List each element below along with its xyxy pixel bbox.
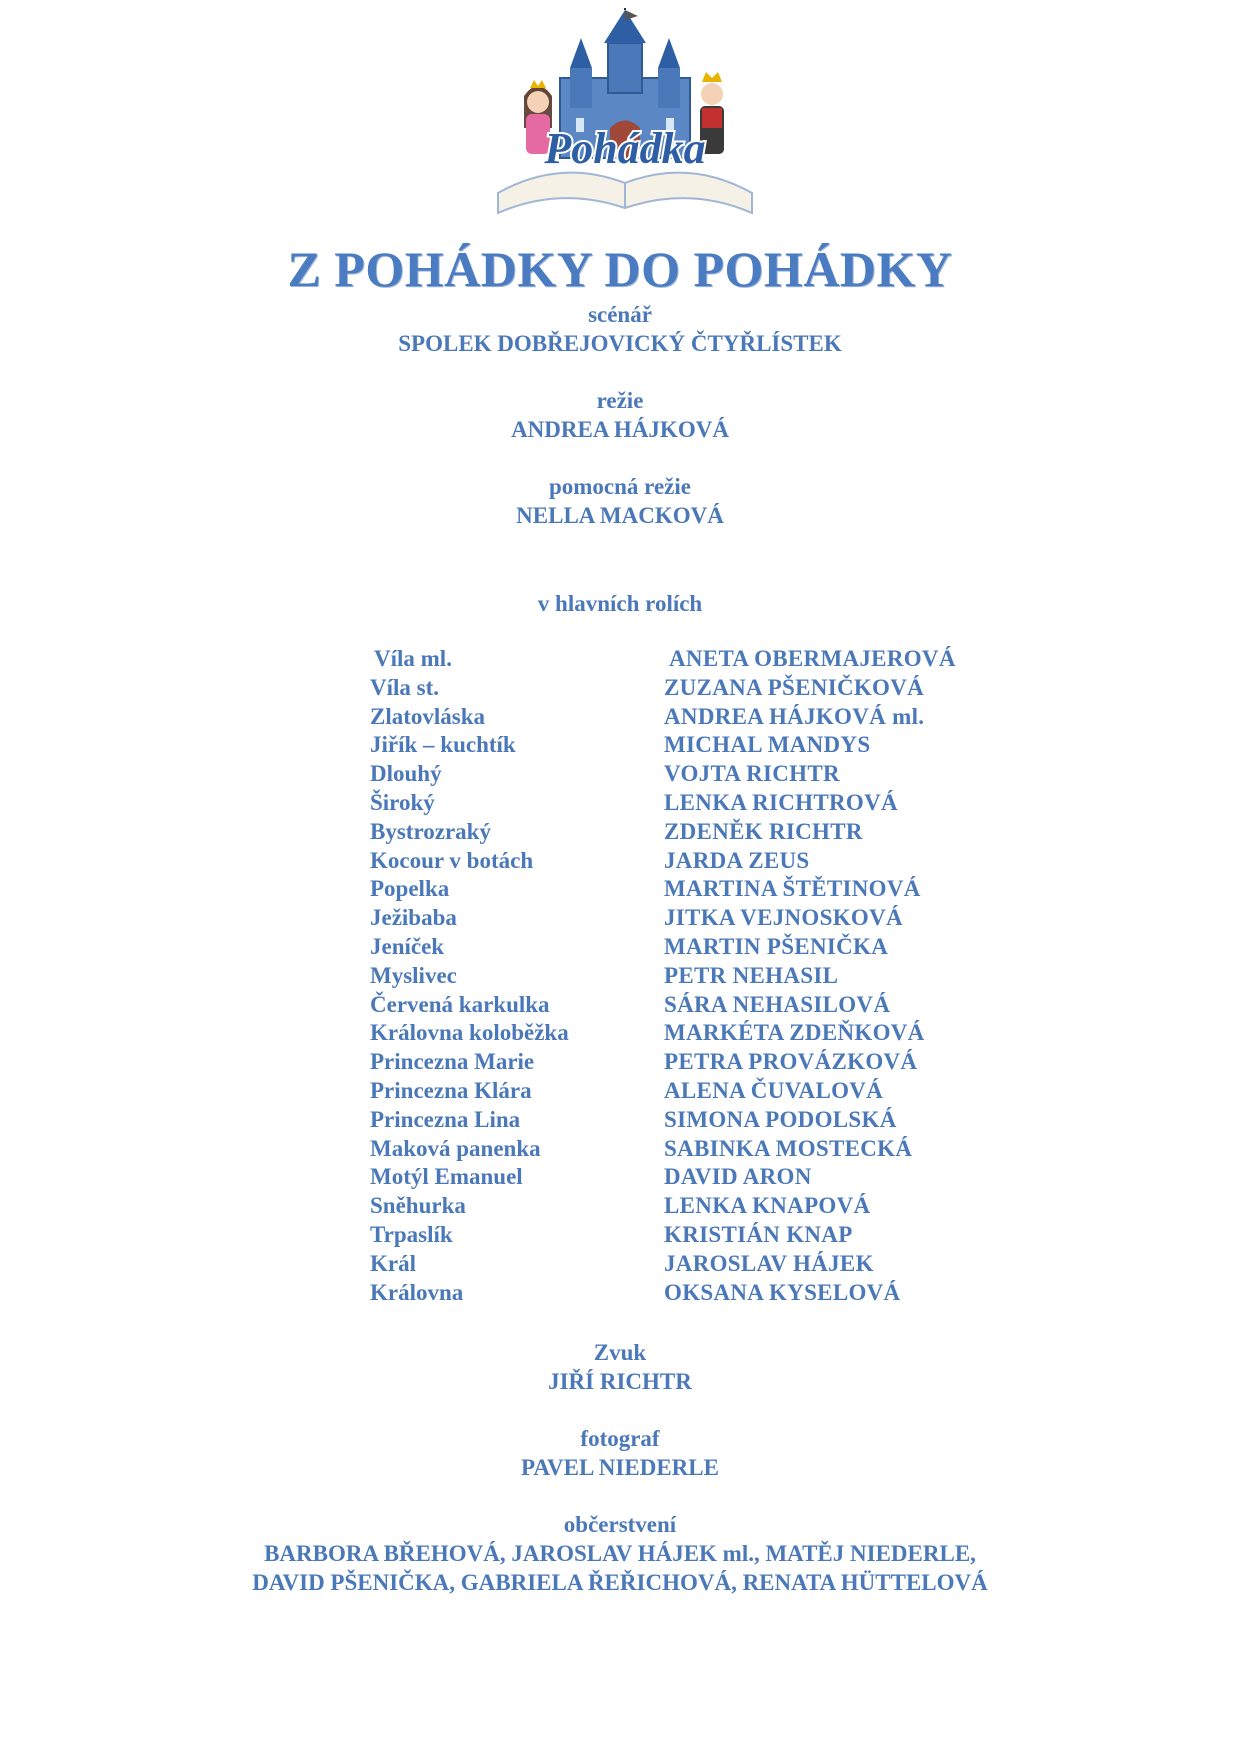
cast-role: Červená karkulka — [370, 991, 550, 1017]
cast-role: Ježibaba — [370, 905, 457, 931]
cast-role: Motýl Emanuel — [370, 1164, 523, 1190]
cast-actor: DAVID ARON — [664, 1164, 812, 1190]
cast-row — [0, 731, 1240, 760]
credit-name: NELLA MACKOVÁ — [516, 503, 724, 528]
credit-names-line: BARBORA BŘEHOVÁ, JAROSLAV HÁJEK ml., MATĚJ NIEDERLE, — [264, 1541, 976, 1566]
cast-row — [0, 1192, 1240, 1221]
cast-role: Královna — [370, 1279, 464, 1305]
credit-photographer — [0, 1424, 1240, 1482]
cast-role: Široký — [370, 789, 435, 815]
cast-row — [0, 1077, 1240, 1106]
cast-role: Maková panenka — [370, 1135, 541, 1161]
cast-row — [0, 645, 1240, 674]
cast-actor: PETR NEHASIL — [664, 962, 839, 988]
cast-list — [0, 645, 1240, 1307]
cast-role: Myslivec — [370, 962, 457, 988]
cast-row — [0, 1106, 1240, 1135]
cast-role: Královna koloběžka — [370, 1020, 569, 1046]
cast-row — [0, 818, 1240, 847]
cast-actor: MARTINA ŠTĚTINOVÁ — [664, 876, 921, 902]
cast-role: Jeníček — [370, 933, 445, 959]
cast-row — [0, 1019, 1240, 1048]
cast-row — [0, 933, 1240, 962]
cast-role: Víla ml. — [374, 646, 452, 671]
cast-role: Král — [370, 1250, 416, 1276]
cast-row — [0, 674, 1240, 703]
cast-actor: JAROSLAV HÁJEK — [664, 1250, 874, 1276]
cast-role: Dlouhý — [370, 761, 442, 787]
cast-role: Jiřík – kuchtík — [370, 732, 516, 758]
credit-role: Zvuk — [593, 1340, 647, 1365]
credit-name: PAVEL NIEDERLE — [521, 1455, 719, 1480]
credit-name: JIŘÍ RICHTR — [548, 1369, 692, 1394]
cast-actor: ANDREA HÁJKOVÁ ml. — [664, 703, 925, 729]
cast-row — [0, 904, 1240, 933]
cast-role: Zlatovláska — [370, 703, 486, 729]
main-roles-heading: v hlavních rolích — [537, 591, 703, 616]
credit-name: SPOLEK DOBŘEJOVICKÝ ČTYŘLÍSTEK — [398, 331, 842, 356]
cast-actor: PETRA PROVÁZKOVÁ — [664, 1049, 918, 1075]
cast-role: Princezna Marie — [370, 1049, 535, 1075]
cast-actor: MARTIN PŠENIČKA — [664, 933, 889, 959]
cast-row — [0, 760, 1240, 789]
credit-role: fotograf — [580, 1426, 660, 1451]
cast-actor: JITKA VEJNOSKOVÁ — [664, 905, 903, 931]
cast-actor: ZDENĚK RICHTR — [664, 818, 863, 844]
credit-role: scénář — [588, 302, 652, 327]
cast-actor: ALENA ČUVALOVÁ — [664, 1077, 884, 1103]
cast-row — [0, 991, 1240, 1020]
cast-row — [0, 1163, 1240, 1192]
cast-role: Bystrozraký — [370, 818, 491, 844]
cast-actor: LENKA RICHTROVÁ — [664, 789, 898, 815]
logo-text: Pohádka — [544, 124, 706, 173]
credit-refreshments — [0, 1510, 1240, 1597]
cast-row — [0, 1221, 1240, 1250]
credit-names-line: DAVID PŠENIČKA, GABRIELA ŘEŘICHOVÁ, RENATA HÜTTELOVÁ — [252, 1570, 988, 1595]
cast-role: Popelka — [370, 876, 450, 902]
credit-direction — [0, 386, 1240, 444]
cast-row — [0, 1135, 1240, 1164]
cast-row — [0, 703, 1240, 732]
cast-actor: JARDA ZEUS — [664, 847, 810, 873]
cast-role: Kocour v botách — [370, 847, 534, 873]
page-title: Z POHÁDKY DO POHÁDKY — [287, 241, 953, 297]
cast-actor: KRISTIÁN KNAP — [664, 1221, 853, 1247]
cast-actor: SIMONA PODOLSKÁ — [664, 1106, 897, 1132]
cast-row — [0, 1279, 1240, 1308]
cast-actor: VOJTA RICHTR — [664, 761, 840, 787]
cast-actor: MARKÉTA ZDEŇKOVÁ — [664, 1020, 925, 1046]
cast-actor: ANETA OBERMAJEROVÁ — [669, 646, 956, 671]
credit-role: pomocná režie — [548, 474, 691, 499]
credit-sound — [0, 1338, 1240, 1396]
cast-actor: SÁRA NEHASILOVÁ — [664, 991, 891, 1017]
cast-actor: SABINKA MOSTECKÁ — [664, 1135, 913, 1161]
cast-role: Trpaslík — [370, 1221, 453, 1247]
credit-role: režie — [596, 388, 644, 413]
cast-actor: MICHAL MANDYS — [664, 732, 871, 758]
cast-row — [0, 962, 1240, 991]
cast-row — [0, 875, 1240, 904]
cast-actor: OKSANA KYSELOVÁ — [664, 1279, 901, 1305]
cast-role: Princezna Lina — [370, 1106, 521, 1132]
credit-script — [0, 300, 1240, 358]
cast-row — [0, 1048, 1240, 1077]
pohadka-logo — [490, 8, 760, 233]
cast-row — [0, 789, 1240, 818]
credit-assistant-direction — [0, 472, 1240, 530]
cast-role: Sněhurka — [370, 1193, 466, 1219]
cast-role: Princezna Klára — [370, 1077, 532, 1103]
cast-role: Víla st. — [370, 674, 439, 700]
cast-actor: ZUZANA PŠENIČKOVÁ — [664, 674, 925, 700]
cast-row — [0, 847, 1240, 876]
credit-role: občerstvení — [563, 1512, 677, 1537]
cast-row — [0, 1250, 1240, 1279]
cast-actor: LENKA KNAPOVÁ — [664, 1193, 871, 1219]
credit-name: ANDREA HÁJKOVÁ — [511, 417, 729, 442]
